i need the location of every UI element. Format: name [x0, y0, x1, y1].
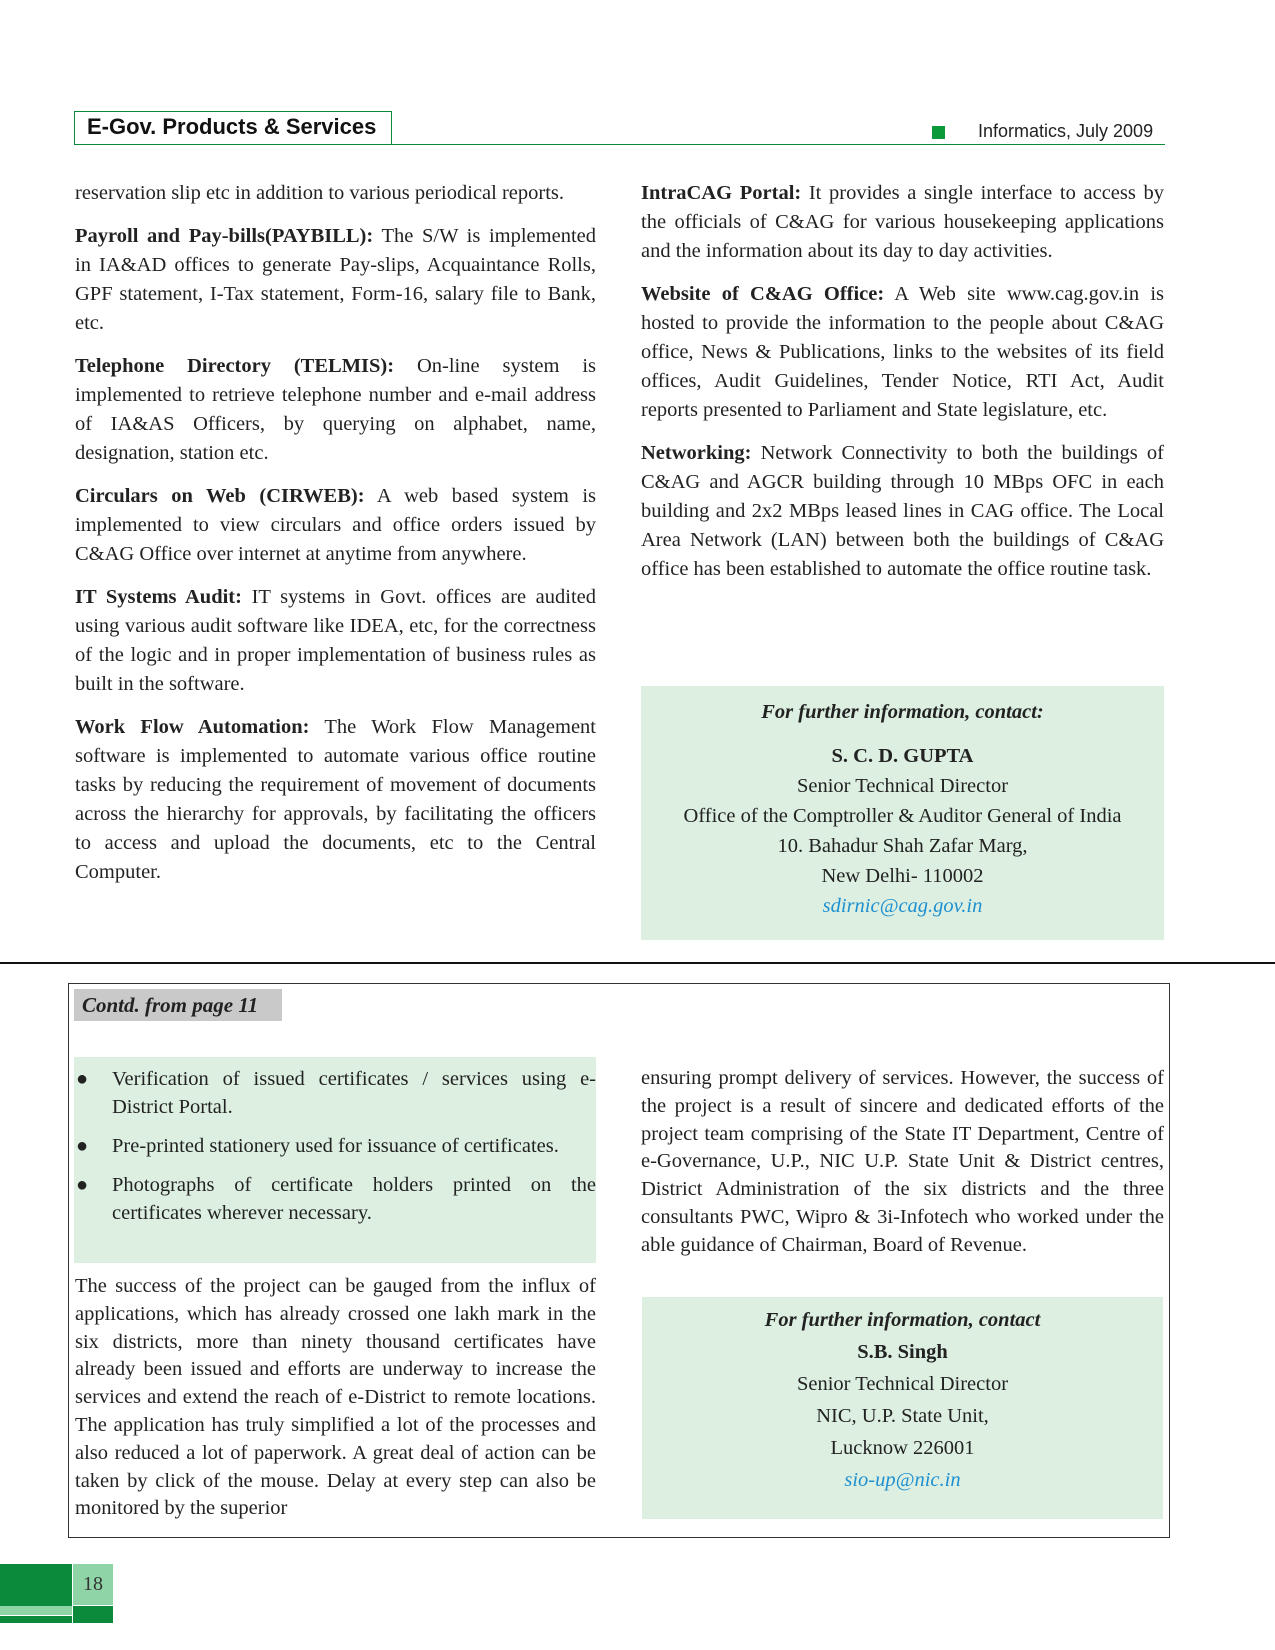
header-rule — [392, 144, 1165, 145]
list-item-text: Photographs of certificate holders printed on the certificates wherever necessary. — [112, 1174, 596, 1224]
contact-heading: For further information, contact: — [761, 701, 1044, 723]
contact-box-nic — [642, 1297, 1163, 1519]
contact-city: Lucknow 226001 — [830, 1437, 975, 1459]
paragraph-text: reservation slip etc in addition to various periodical reports. — [75, 182, 565, 204]
contact-designation: Senior Technical Director — [796, 1373, 1009, 1395]
top-left-column — [75, 179, 596, 901]
continued-right-text — [641, 1065, 1164, 1274]
paragraph-cirweb — [75, 482, 596, 569]
list-item — [74, 1132, 596, 1160]
paragraph-title: Website of C&AG Office: — [641, 283, 885, 305]
section-divider — [0, 962, 1275, 964]
section-title: E-Gov. Products & Services — [74, 111, 392, 145]
paragraph-website — [641, 280, 1164, 425]
contact-designation: Senior Technical Director — [796, 775, 1009, 797]
bullet-icon: ● — [76, 1068, 89, 1090]
paragraph-text: Network Connectivity to both the buildings of C&AG and AGCR building through 10 MBps OFC in each building and 2x2 MBps leased lines in CAG office. The Local Area Network (LAN) between both the buildings of C&AG office has been established to automate the office routine task. — [641, 442, 1164, 580]
paragraph-title: IT Systems Audit: — [75, 586, 242, 608]
footer-strip — [0, 1606, 72, 1615]
contact-office: NIC, U.P. State Unit, — [816, 1405, 989, 1427]
paragraph-text: A Web site www.cag.gov.in is hosted to provide the information to the people about C&AG office, News & Publications, links to the websites of its field offices, Audit Guidelines, Tender Notice, RTI Act, Audit reports presented to Parliament and State legislature, etc. — [641, 283, 1165, 421]
page-number: 18 — [73, 1564, 113, 1605]
contact-email-link[interactable]: sdirnic@cag.gov.in — [822, 895, 983, 917]
header-square-icon — [932, 126, 945, 139]
paragraph-delivery: ensuring prompt delivery of services. However, the success of the project is a result of sincere and dedicated efforts of the project team comprising of the State IT Department, Centre of e-Governance, U.P., NIC U.P. State Unit & District centres, District Administration of the six districts and the three consultants PWC, Wipro & 3i-Infotech who worked under the able guidance of Chairman, Board of Revenue. — [641, 1067, 1164, 1256]
paragraph-title: IntraCAG Portal: — [641, 182, 802, 204]
paragraph-text: The S/W is implemented in IA&AD offices to generate Pay-slips, Acquaintance Rolls, GPF statement, I-Tax statement, Form-16, salary file to Bank, etc. — [75, 225, 596, 334]
contact-box-cag — [641, 686, 1164, 940]
paragraph-intracag — [641, 179, 1164, 266]
paragraph-title: Work Flow Automation: — [75, 716, 310, 738]
list-item-text: Verification of issued certificates / services using e-District Portal. — [112, 1068, 596, 1118]
issue-label: Informatics, July 2009 — [978, 121, 1154, 141]
top-right-column — [641, 179, 1164, 598]
contact-address: 10. Bahadur Shah Zafar Marg, — [777, 835, 1028, 857]
contact-office: Office of the Comptroller & Auditor General of India — [683, 805, 1122, 827]
list-item — [74, 1171, 596, 1227]
paragraph-text: IT systems in Govt. offices are audited using various audit software like IDEA, etc, for the correctness of the logic and in proper implementation of business rules as built in the software. — [75, 586, 596, 695]
paragraph-reservation — [75, 179, 596, 208]
continued-left-text — [75, 1273, 596, 1537]
list-item-text: Pre-printed stationery used for issuance of certificates. — [112, 1135, 559, 1157]
contact-name: S. C. D. GUPTA — [831, 745, 974, 767]
bullet-list — [74, 1057, 596, 1263]
paragraph-text: On-line system is implemented to retrieve telephone number and e-mail address of IA&AS Officers, by querying on alphabet, name, designation, station etc. — [75, 355, 596, 464]
continued-label: Contd. from page 11 — [74, 989, 282, 1021]
contact-city: New Delhi- 110002 — [821, 865, 984, 887]
contact-name: S.B. Singh — [857, 1341, 948, 1363]
paragraph-text: A web based system is implemented to view circulars and office orders issued by C&AG Office over internet at anytime from anywhere. — [75, 485, 596, 565]
paragraph-networking — [641, 439, 1164, 584]
paragraph-success: The success of the project can be gauged from the influx of applications, which has already crossed one lakh mark in the six districts, more than ninety thousand certificates have already been issued and efforts are underway to increase the services and extend the reach of e-District to remote locations. The application has truly simplified a lot of the processes and also reduced a lot of paperwork. A great deal of action can be taken by click of the mouse. Delay at every step can also be monitored by the superior — [75, 1275, 596, 1520]
list-item — [74, 1065, 596, 1121]
footer-strip — [0, 1616, 72, 1623]
paragraph-paybill — [75, 222, 596, 338]
paragraph-title: Telephone Directory (TELMIS): — [75, 355, 395, 377]
paragraph-workflow — [75, 713, 596, 887]
paragraph-title: Payroll and Pay-bills(PAYBILL): — [75, 225, 374, 247]
paragraph-title: Circulars on Web (CIRWEB): — [75, 485, 365, 507]
paragraph-title: Networking: — [641, 442, 752, 464]
bullet-icon: ● — [76, 1135, 89, 1157]
paragraph-it-audit — [75, 583, 596, 699]
bullet-icon: ● — [76, 1174, 89, 1196]
paragraph-text: It provides a single interface to access by the officials of C&AG for various housekeeping applications and the information about its day to day activities. — [641, 182, 1164, 262]
paragraph-telmis — [75, 352, 596, 468]
paragraph-text: The Work Flow Management software is implemented to automate various office routine tasks by reducing the requirement of movement of documents across the hierarchy for approvals, by facilitating the officers to access and upload the documents, etc to the Central Computer. — [75, 716, 596, 883]
contact-email-link[interactable]: sio-up@nic.in — [844, 1469, 961, 1491]
footer-strip — [73, 1606, 113, 1623]
contact-heading: For further information, contact — [764, 1309, 1041, 1331]
